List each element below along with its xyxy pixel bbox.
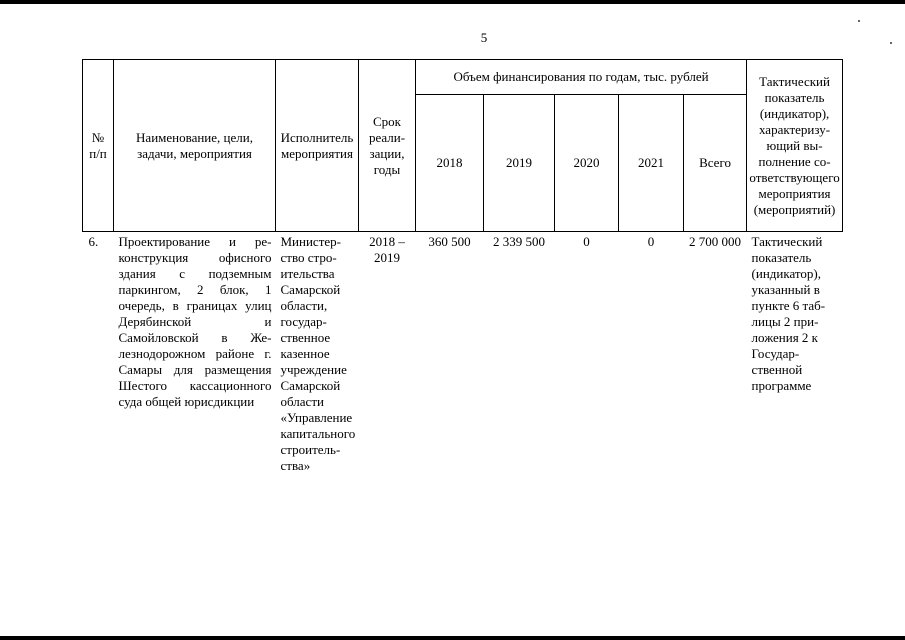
header-num: № п/п (83, 60, 114, 232)
row-name: Проектирование и реконструкция офисного здания с подземным паркингом, 2 блок, 1 очередь, в границах улиц Дерябинской и Самойловской в Железнодорожном районе г. Самары для размещения Шестого кассационного суда общей юрисдикции (118, 234, 272, 409)
row-total: 2 700 000 (689, 234, 742, 249)
row-term: 2018 – 2019 (369, 234, 405, 265)
row-num: 6. (88, 234, 99, 249)
header-name: Наименование, цели, задачи, мероприятия (114, 60, 276, 232)
program-table (82, 59, 843, 474)
header-year-2021: 2021 (619, 95, 684, 232)
page-number: 5 (480, 30, 488, 45)
row-indicator: Тактический показатель (индикатор), указанный в пункте 6 таблицы 2 приложения 2 к Государственной программе (751, 234, 826, 393)
top-edge-rule (0, 0, 905, 4)
row-2019: 2 339 500 (493, 234, 545, 249)
row-2018: 360 500 (428, 234, 471, 249)
bottom-edge-rule (0, 636, 905, 640)
table-row (83, 232, 843, 475)
scan-speck (858, 20, 860, 22)
row-2020: 0 (583, 234, 590, 249)
header-year-2018: 2018 (416, 95, 484, 232)
header-total: Всего (684, 95, 747, 232)
row-executor: Министерство строительства Самарской области, государственное казенное учреждение Самарской области «Управление капитального строительства» (280, 234, 356, 473)
row-2021: 0 (647, 234, 655, 249)
header-executor: Исполнитель мероприятия (276, 60, 359, 232)
header-funding: Объем финансирования по годам, тыс. рублей (416, 60, 747, 95)
header-indicator: Тактический показатель (индикатор), характеризующий выполнение соответствующего мероприятия (мероприятий) (747, 60, 843, 232)
header-year-2020: 2020 (555, 95, 619, 232)
header-term: Срок реализации, годы (359, 60, 416, 232)
header-year-2019: 2019 (484, 95, 555, 232)
